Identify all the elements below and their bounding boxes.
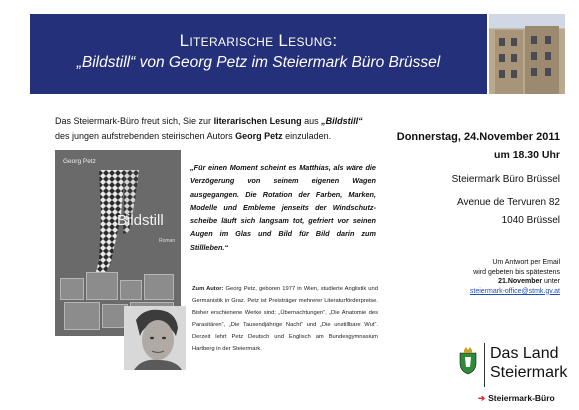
author-face-image xyxy=(124,306,186,370)
event-city: 1040 Brüssel xyxy=(501,215,560,226)
book-quote: „Für einen Moment scheint es Matthias, als wäre die Verzögerung von seinem eigenen Wagen ausgegangen. Die Rotation der Farben, Marken, Modelle und Embleme jenseits der Windschutz-scheibe läuft sich langsam tot, gefriert vor seinen Augen im Glas und Bild für Bild darin zum Stillleben.“ xyxy=(190,163,376,252)
logo-line-2: Steiermark xyxy=(490,364,568,381)
banner-title: Literarische Lesung: xyxy=(179,31,338,50)
author-bio: Zum Autor: Georg Petz, geboren 1977 in Wien, studierte Anglistik und Germanistik in Graz. Petz ist Preisträger mehrerer Literaturförderpreise. Bisher erschienene Werke sind: „Übernachtungen“, „Die Anatomie des Parasitären“, „Die Tausendjährige Nacht“ und „Die unstillbare Wut“. Derzeit lehrt Petz Deutsch und Englisch am Bundesgymnasium Hartberg in der Steiermark. xyxy=(192,286,378,352)
intro-text: Das Steiermark-Büro freut sich, Sie zur literarischen Lesung aus „Bildstill“ des jungen aufstrebenden steirischen Autors Georg Petz einzuladen. xyxy=(55,116,363,141)
book-subtitle: Roman xyxy=(159,238,176,244)
event-street: Avenue de Tervuren 82 xyxy=(456,197,560,208)
building-photo xyxy=(489,14,565,94)
coat-of-arms-icon xyxy=(458,347,478,375)
author-portrait xyxy=(124,306,186,370)
event-date: Donnerstag, 24.November 2011 xyxy=(396,131,560,143)
footer-label: ➔ Steiermark-Büro xyxy=(478,393,555,403)
header-banner xyxy=(30,14,487,94)
book-title: Bildstill xyxy=(117,212,164,229)
book-author: Georg Petz xyxy=(63,158,96,165)
rsvp-block: Um Antwort per Email wird gebeten bis spätestens 21.November unter steiermark-office@stmk.gv.at xyxy=(380,258,560,296)
arrow-right-icon: ➔ xyxy=(478,393,486,403)
rsvp-email-link[interactable]: steiermark-office@stmk.gv.at xyxy=(469,287,560,295)
logo-line-1: Das Land xyxy=(490,345,559,362)
banner-subtitle: „Bildstill“ von Georg Petz im Steiermark Büro Brüssel xyxy=(76,54,441,71)
steiermark-logo xyxy=(452,341,568,393)
event-time: um 18.30 Uhr xyxy=(494,149,560,161)
event-venue: Steiermark Büro Brüssel xyxy=(451,174,560,185)
